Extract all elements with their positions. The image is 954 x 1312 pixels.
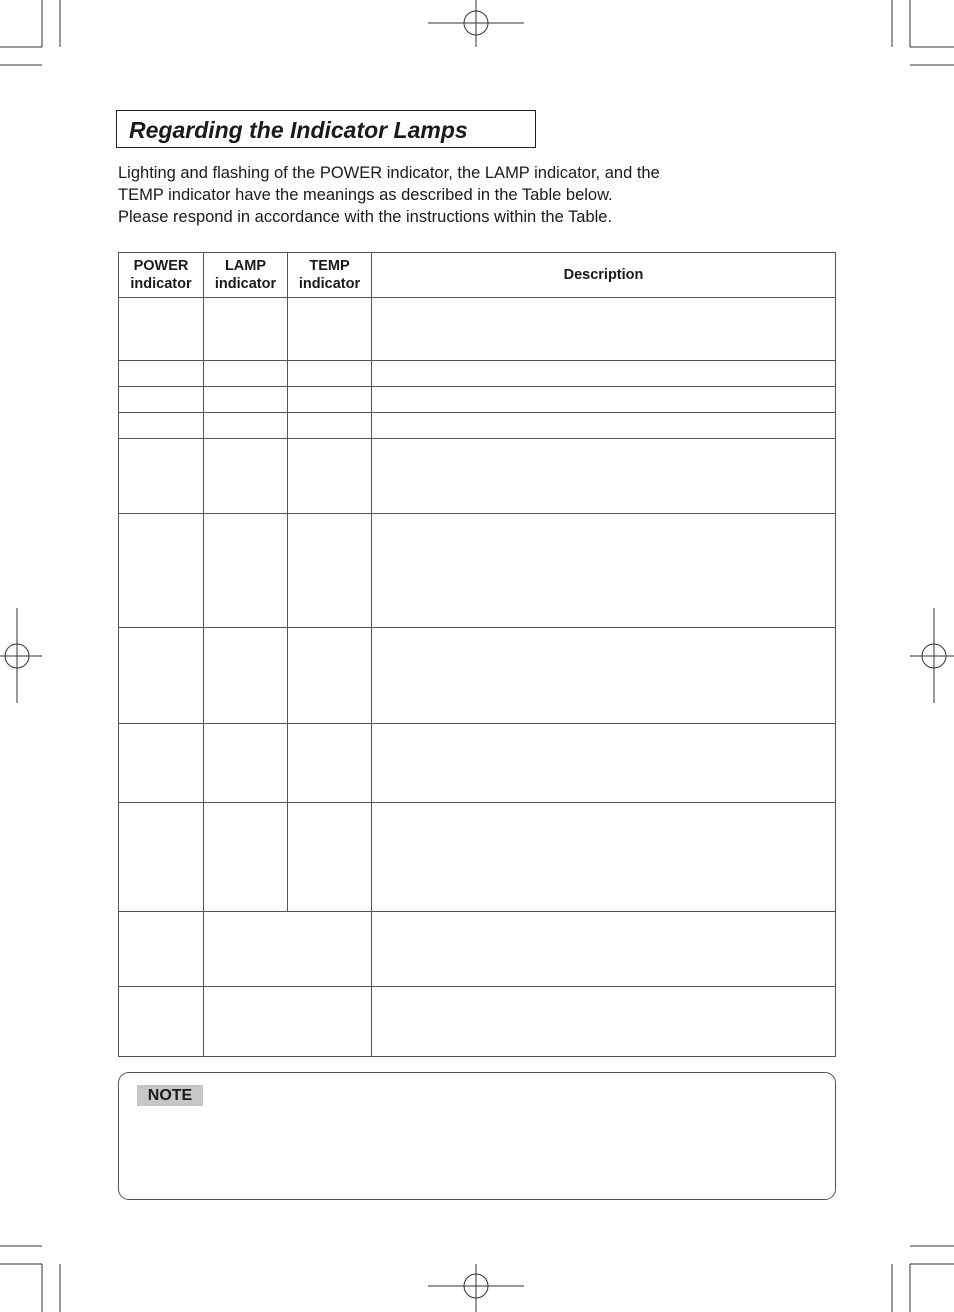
table-row xyxy=(119,912,836,987)
header-lamp-indicator: LAMP indicator xyxy=(204,253,288,298)
intro-line: TEMP indicator have the meanings as described in the Table below. xyxy=(118,186,613,204)
table-row xyxy=(119,298,836,361)
table-row xyxy=(119,413,836,439)
table-row xyxy=(119,514,836,628)
section-title-box xyxy=(116,110,536,148)
table-row xyxy=(119,724,836,803)
table-row xyxy=(119,387,836,413)
indicator-table xyxy=(118,252,836,1057)
intro-paragraph xyxy=(118,162,758,228)
note-box xyxy=(118,1072,836,1200)
header-description: Description xyxy=(372,253,836,298)
intro-line: Please respond in accordance with the instructions within the Table. xyxy=(118,208,613,226)
table-header-row xyxy=(119,253,836,298)
table-row xyxy=(119,803,836,912)
header-power-indicator: POWER indicator xyxy=(119,253,204,298)
table-row xyxy=(119,628,836,724)
table-row xyxy=(119,439,836,514)
note-label: NOTE xyxy=(137,1085,203,1106)
table-row xyxy=(119,361,836,387)
header-temp-indicator: TEMP indicator xyxy=(288,253,372,298)
intro-line: Lighting and flashing of the POWER indicator, the LAMP indicator, and the xyxy=(118,164,660,182)
table-row xyxy=(119,987,836,1057)
page-title: Regarding the Indicator Lamps xyxy=(129,117,468,143)
